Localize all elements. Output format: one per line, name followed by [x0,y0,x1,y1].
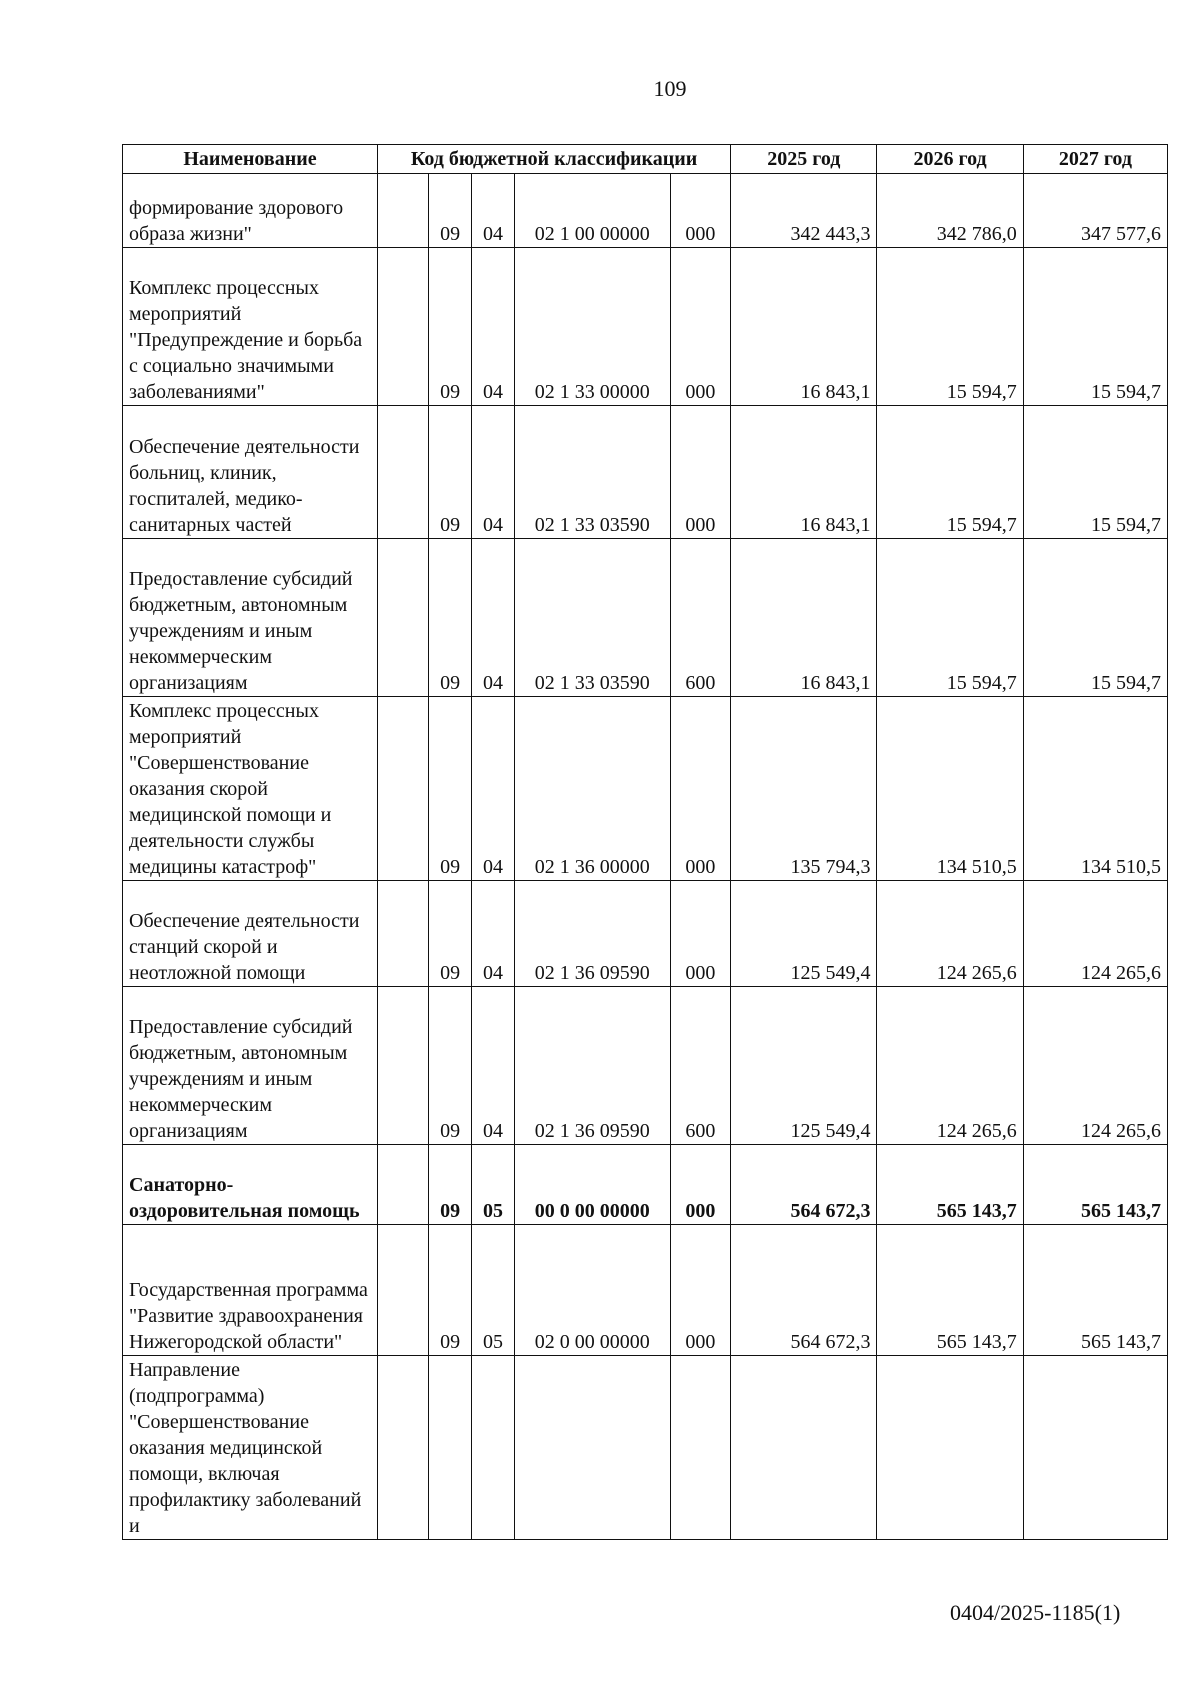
cell-gr [377,406,428,539]
cell-2025: 342 443,3 [731,174,877,248]
cell-gr [377,539,428,697]
cell-2026 [877,1356,1023,1540]
row-name-text: Предоставление субсидий бюджетным, автономным учреждениям и иным некоммерческим организациям [129,568,353,694]
row-name [123,406,378,539]
cell-2027: 15 594,7 [1023,406,1167,539]
cell-pr: 05 [472,1225,515,1356]
cell-pr: 04 [472,881,515,987]
row-name [123,987,378,1145]
cell-vr: 000 [670,174,731,248]
cell-2027: 134 510,5 [1023,697,1167,881]
cell-csr: 00 0 00 00000 [514,1145,670,1225]
cell-2026: 15 594,7 [877,406,1023,539]
table-row [123,987,1168,1145]
cell-gr [377,248,428,406]
cell-2026: 15 594,7 [877,539,1023,697]
table-row [123,1356,1168,1540]
table-row [123,174,1168,248]
cell-rz: 09 [429,1145,472,1225]
cell-pr [472,1356,515,1540]
cell-csr: 02 1 33 03590 [514,539,670,697]
cell-csr: 02 1 33 00000 [514,248,670,406]
cell-rz: 09 [429,174,472,248]
cell-vr: 000 [670,697,731,881]
row-name-text: Предоставление субсидий бюджетным, автономным учреждениям и иным некоммерческим организациям [129,1016,353,1142]
budget-table [122,144,1168,1540]
header-name: Наименование [123,145,378,174]
cell-2025: 125 549,4 [731,987,877,1145]
cell-2026: 565 143,7 [877,1145,1023,1225]
header-2027: 2027 год [1023,145,1167,174]
row-name [123,174,378,248]
row-name [123,697,378,881]
table-row [123,1225,1168,1356]
cell-pr: 04 [472,987,515,1145]
cell-vr: 600 [670,987,731,1145]
row-name [123,881,378,987]
header-2025: 2025 год [731,145,877,174]
cell-2025: 135 794,3 [731,697,877,881]
cell-csr: 02 1 36 09590 [514,987,670,1145]
cell-vr: 000 [670,1225,731,1356]
table-row [123,697,1168,881]
cell-csr: 02 1 36 00000 [514,697,670,881]
cell-gr [377,1145,428,1225]
cell-2027: 15 594,7 [1023,248,1167,406]
cell-2026: 15 594,7 [877,248,1023,406]
cell-gr [377,1225,428,1356]
cell-2027 [1023,1356,1167,1540]
table-row [123,406,1168,539]
document-code: 0404/2025-1185(1) [950,1600,1121,1625]
cell-csr [514,1356,670,1540]
cell-rz: 09 [429,248,472,406]
cell-csr: 02 0 00 00000 [514,1225,670,1356]
cell-2026: 342 786,0 [877,174,1023,248]
header-code: Код бюджетной классификации [377,145,730,174]
row-name-text: Направление (подпрограмма) "Совершенствование оказания медицинской помощи, включая профилактику заболеваний и [129,1359,362,1537]
table-header-row [123,145,1168,174]
cell-rz: 09 [429,987,472,1145]
cell-vr: 000 [670,248,731,406]
row-name-text: формирование здорового образа жизни" [129,197,344,245]
row-name-text: Комплекс процессных мероприятий "Предупреждение и борьба с социально значимыми заболеваниями" [129,277,363,403]
cell-2026: 124 265,6 [877,881,1023,987]
row-name [123,1356,378,1540]
cell-pr: 04 [472,406,515,539]
cell-csr: 02 1 33 03590 [514,406,670,539]
cell-csr: 02 1 00 00000 [514,174,670,248]
row-name [123,1145,378,1225]
row-name [123,248,378,406]
cell-vr [670,1356,731,1540]
cell-vr: 600 [670,539,731,697]
cell-rz [429,1356,472,1540]
row-name-text: Санаторно-оздоровительная помощь [129,1174,360,1222]
row-name-text: Обеспечение деятельности больниц, клиник, госпиталей, медико-санитарных частей [129,436,360,536]
cell-2027: 565 143,7 [1023,1145,1167,1225]
cell-2025: 564 672,3 [731,1145,877,1225]
cell-2025: 16 843,1 [731,406,877,539]
cell-gr [377,697,428,881]
cell-vr: 000 [670,1145,731,1225]
cell-gr [377,174,428,248]
cell-vr: 000 [670,406,731,539]
cell-2027: 15 594,7 [1023,539,1167,697]
row-name [123,1225,378,1356]
cell-csr: 02 1 36 09590 [514,881,670,987]
cell-2027: 565 143,7 [1023,1225,1167,1356]
cell-vr: 000 [670,881,731,987]
cell-2027: 124 265,6 [1023,881,1167,987]
row-name-text: Комплекс процессных мероприятий "Совершенствование оказания скорой медицинской помощи и деятельности службы медицины катастроф" [129,700,332,878]
cell-2026: 565 143,7 [877,1225,1023,1356]
cell-rz: 09 [429,697,472,881]
cell-rz: 09 [429,881,472,987]
cell-rz: 09 [429,539,472,697]
cell-pr: 04 [472,697,515,881]
cell-pr: 05 [472,1145,515,1225]
table-row [123,248,1168,406]
cell-2027: 347 577,6 [1023,174,1167,248]
cell-rz: 09 [429,1225,472,1356]
page-number: 109 [653,76,687,101]
cell-pr: 04 [472,248,515,406]
cell-2025 [731,1356,877,1540]
row-name-text: Обеспечение деятельности станций скорой и неотложной помощи [129,910,360,984]
cell-2026: 124 265,6 [877,987,1023,1145]
cell-rz: 09 [429,406,472,539]
cell-pr: 04 [472,174,515,248]
table-row [123,1145,1168,1225]
cell-2025: 125 549,4 [731,881,877,987]
cell-2025: 564 672,3 [731,1225,877,1356]
cell-2026: 134 510,5 [877,697,1023,881]
cell-2025: 16 843,1 [731,248,877,406]
cell-gr [377,881,428,987]
header-2026: 2026 год [877,145,1023,174]
row-name-text: Государственная программа "Развитие здравоохранения Нижегородской области" [129,1279,368,1353]
cell-pr: 04 [472,539,515,697]
row-name [123,539,378,697]
table-row [123,539,1168,697]
table-row [123,881,1168,987]
cell-gr [377,987,428,1145]
cell-2027: 124 265,6 [1023,987,1167,1145]
cell-2025: 16 843,1 [731,539,877,697]
cell-gr [377,1356,428,1540]
